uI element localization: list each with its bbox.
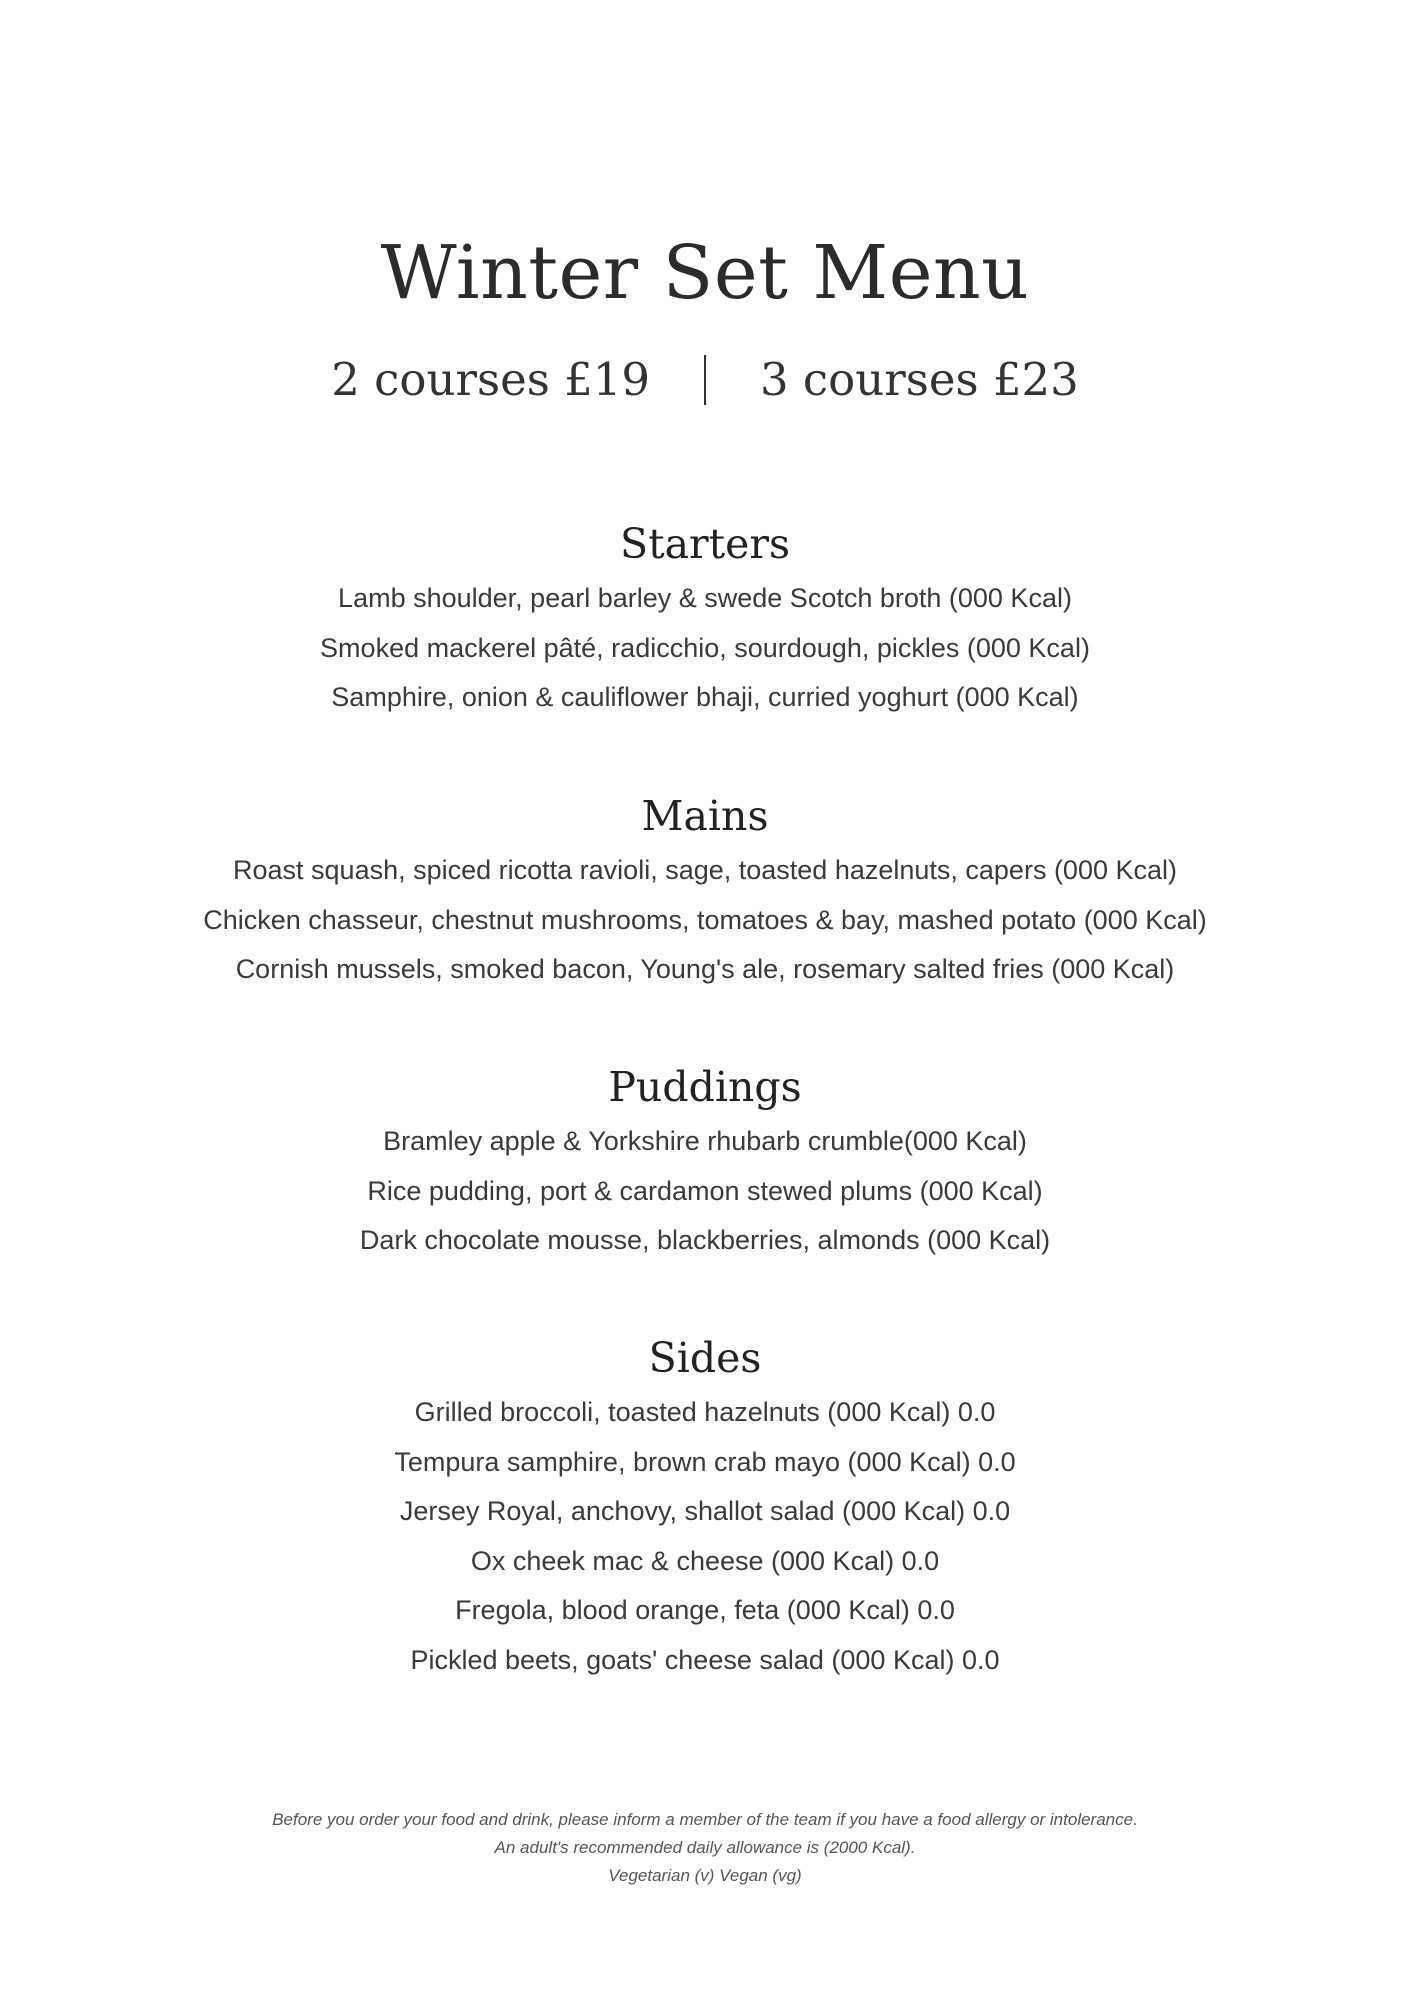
item-list — [0, 1117, 1410, 1266]
menu-item: Bramley apple & Yorkshire rhubarb crumble(000 Kcal) — [383, 1126, 1027, 1156]
menu-item: Roast squash, spiced ricotta ravioli, sage, toasted hazelnuts, capers (000 Kcal) — [233, 855, 1177, 885]
menu-item: Ox cheek mac & cheese (000 Kcal) 0.0 — [470, 1545, 940, 1576]
item-list — [0, 1388, 1410, 1685]
menu-item: Pickled beets, goats' cheese salad (000 Kcal) 0.0 — [410, 1644, 1000, 1675]
menu-item: Smoked mackerel pâté, radicchio, sourdough, pickles (000 Kcal) — [320, 632, 1090, 663]
section-mains — [0, 788, 1410, 995]
menu-item: Jersey Royal, anchovy, shallot salad (000 Kcal) 0.0 — [399, 1496, 1011, 1526]
section-heading: Sides — [648, 1334, 762, 1382]
section-starters — [0, 516, 1410, 723]
item-list — [0, 574, 1410, 723]
menu-title: Winter Set Menu — [380, 230, 1030, 316]
menu-item: Grilled broccoli, toasted hazelnuts (000 Kcal) 0.0 — [414, 1397, 996, 1427]
section-heading: Puddings — [608, 1063, 802, 1111]
allergy-note: Before you order your food and drink, please inform a member of the team if you have a food allergy or intolerance. — [272, 1810, 1138, 1829]
three-course-price: 3 courses £23 — [760, 353, 1079, 406]
menu-item: Rice pudding, port & cardamon stewed plums (000 Kcal) — [367, 1175, 1043, 1206]
section-sides — [0, 1330, 1410, 1685]
menu-item: Tempura samphire, brown crab mayo (000 Kcal) 0.0 — [394, 1446, 1016, 1477]
section-heading: Mains — [641, 792, 769, 840]
price-line — [0, 352, 1410, 408]
menu-item: Lamb shoulder, pearl barley & swede Scotch broth (000 Kcal) — [338, 583, 1072, 613]
section-heading: Starters — [620, 520, 790, 568]
two-course-price: 2 courses £19 — [331, 353, 650, 406]
menu-item: Chicken chasseur, chestnut mushrooms, tomatoes & bay, mashed potato (000 Kcal) — [203, 904, 1207, 935]
footer-notes — [0, 1806, 1410, 1890]
allowance-note: An adult's recommended daily allowance is (2000 Kcal). — [494, 1838, 916, 1857]
menu-item: Dark chocolate mousse, blackberries, almonds (000 Kcal) — [359, 1225, 1051, 1255]
section-puddings — [0, 1059, 1410, 1266]
menu-item: Cornish mussels, smoked bacon, Young's ale, rosemary salted fries (000 Kcal) — [235, 954, 1175, 984]
menu-item: Fregola, blood orange, feta (000 Kcal) 0.0 — [455, 1595, 955, 1625]
diet-key: Vegetarian (v) Vegan (vg) — [608, 1866, 802, 1885]
item-list — [0, 846, 1410, 995]
menu-item: Samphire, onion & cauliflower bhaji, curried yoghurt (000 Kcal) — [331, 682, 1079, 712]
price-divider — [704, 355, 706, 405]
